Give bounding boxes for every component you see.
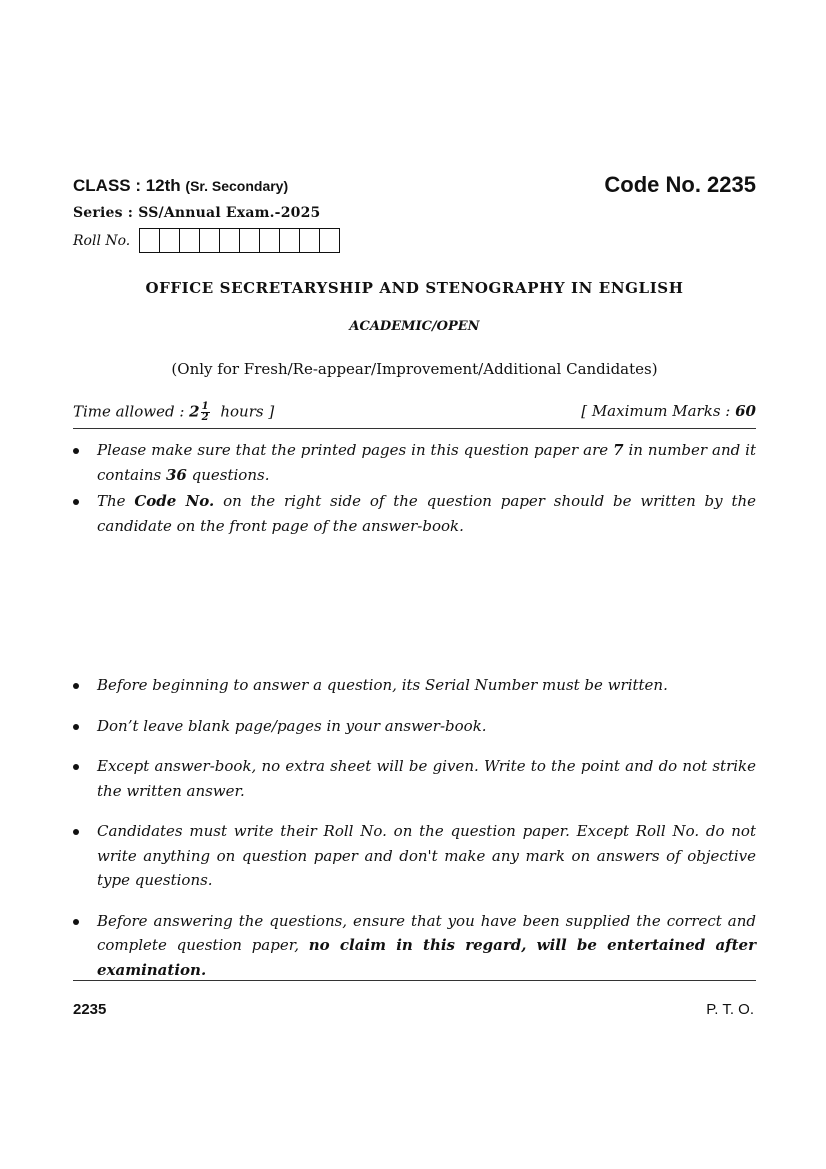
- time-suffix: hours ]: [220, 402, 275, 421]
- maximum-marks: [581, 402, 756, 423]
- instruction-item: Please make sure that the printed pages in this question paper are 7 in number and it contains 36 questions.: [73, 438, 756, 487]
- roll-digit-box[interactable]: [280, 229, 300, 252]
- time-marks-row: [73, 402, 756, 423]
- instruction-item: The Code No. on the right side of the question paper should be written by the candidate on the front page of the answer-book.: [73, 489, 756, 538]
- roll-digit-box[interactable]: [260, 229, 280, 252]
- roll-number-row: [73, 228, 756, 253]
- roll-digit-box[interactable]: [140, 229, 160, 252]
- roll-digit-box[interactable]: [160, 229, 180, 252]
- footer-code: 2235: [73, 1001, 107, 1018]
- fraction-denominator: 2: [201, 412, 209, 423]
- instructions-bottom: [73, 673, 756, 982]
- roll-label: Roll No.: [73, 232, 131, 249]
- bullet-icon: [73, 919, 79, 925]
- marks-label: [ Maximum Marks :: [581, 402, 731, 420]
- bullet-icon: [73, 829, 79, 835]
- roll-digit-box[interactable]: [320, 229, 339, 252]
- code-no-emphasis: Code No.: [134, 492, 215, 510]
- class-sub: (Sr. Secondary): [185, 178, 289, 194]
- stream-title: ACADEMIC/OPEN: [349, 319, 480, 334]
- bullet-icon: [73, 448, 79, 454]
- divider-bottom: [73, 980, 756, 981]
- question-count: 36: [166, 465, 187, 484]
- instructions-top: [73, 438, 756, 538]
- roll-number-boxes[interactable]: [139, 228, 340, 253]
- series-line: Series : SS/Annual Exam.-2025: [73, 205, 321, 221]
- time-allowed: [73, 402, 274, 423]
- instruction-item: Except answer-book, no extra sheet will be given. Write to the point and do not strike the written answer.: [73, 754, 756, 803]
- instruction-item: Candidates must write their Roll No. on the question paper. Except Roll No. do not write anything on question paper and don't make any mark on answers of objective type questions.: [73, 819, 756, 893]
- subject-title: OFFICE SECRETARYSHIP AND STENOGRAPHY IN ENGLISH: [145, 279, 684, 297]
- time-whole: 2: [189, 402, 200, 421]
- time-prefix: Time allowed :: [73, 402, 185, 421]
- code-number: Code No. 2235: [604, 172, 756, 197]
- instruction-item: Before beginning to answer a question, its Serial Number must be written.: [73, 673, 756, 698]
- footer-pto: P. T. O.: [706, 1001, 754, 1018]
- marks-value: 60: [735, 402, 756, 420]
- roll-digit-box[interactable]: [180, 229, 200, 252]
- question-paper-page: [73, 0, 756, 1169]
- roll-digit-box[interactable]: [220, 229, 240, 252]
- roll-digit-box[interactable]: [300, 229, 320, 252]
- divider-top: [73, 428, 756, 429]
- bullet-icon: [73, 499, 79, 505]
- time-fraction: [201, 402, 210, 423]
- bullet-icon: [73, 683, 79, 689]
- claim-warning: no claim in this regard, will be entertained after examination.: [97, 936, 756, 979]
- instruction-item: Don’t leave blank page/pages in your answer-book.: [73, 714, 756, 739]
- candidates-note: (Only for Fresh/Re-appear/Improvement/Additional Candidates): [171, 360, 658, 378]
- bullet-icon: [73, 764, 79, 770]
- roll-digit-box[interactable]: [240, 229, 260, 252]
- roll-digit-box[interactable]: [200, 229, 220, 252]
- class-label: CLASS : 12th: [73, 176, 181, 195]
- bullet-icon: [73, 724, 79, 730]
- instruction-item: Before answering the questions, ensure that you have been supplied the correct and complete question paper, no claim in this regard, will be entertained after examination.: [73, 909, 756, 983]
- fraction-numerator: 1: [201, 401, 209, 412]
- page-count: 7: [613, 441, 624, 459]
